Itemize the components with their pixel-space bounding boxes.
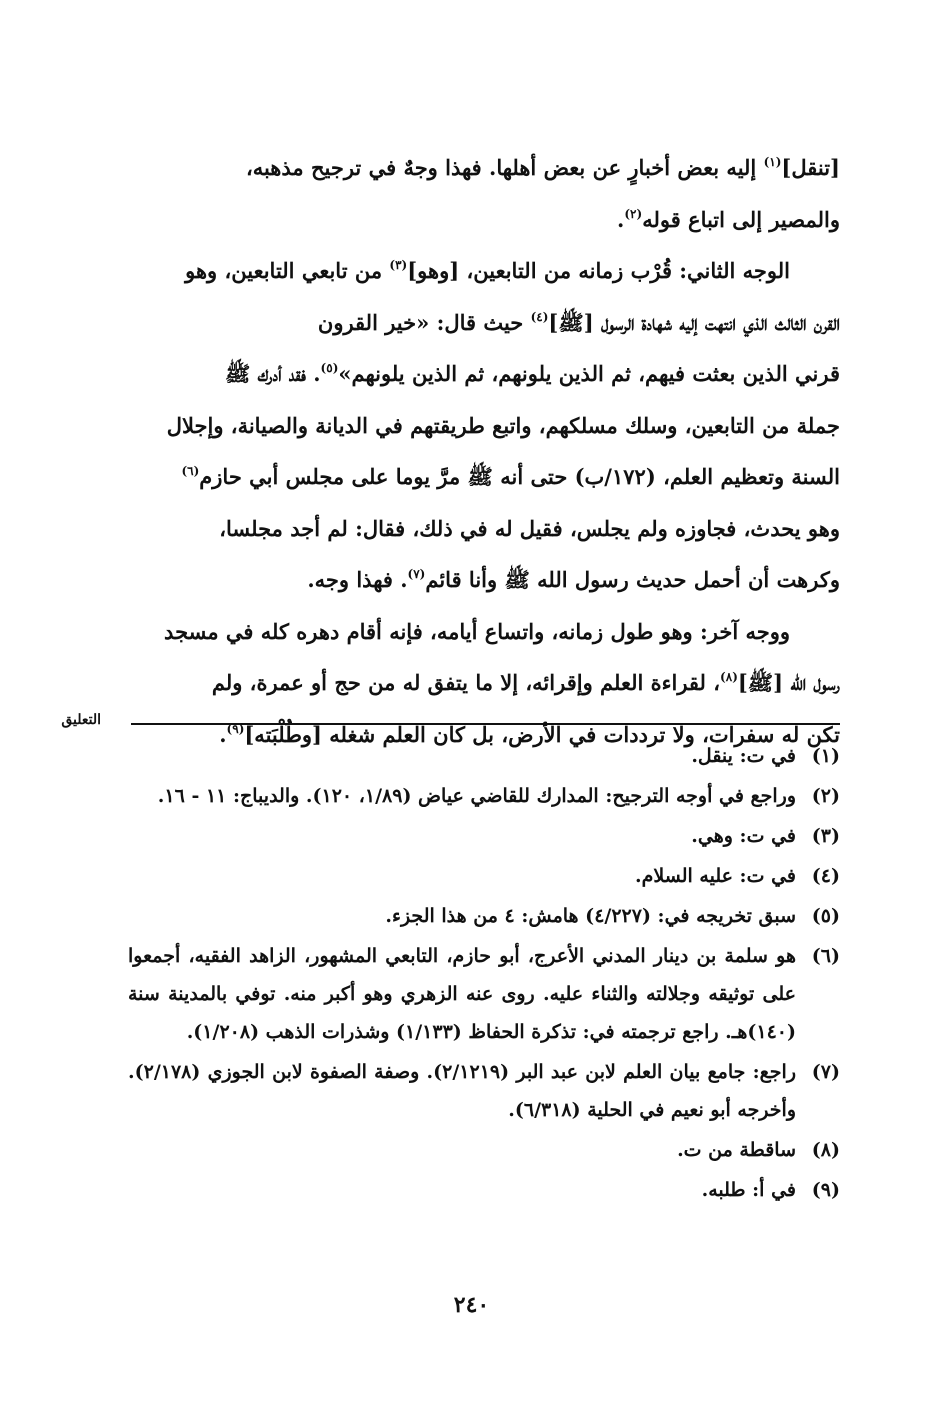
text-line: وكرهت أن أحمل حديث رسول الله ﷺ وأنا قائم$^{(٧)}$. فهذا وجه.: [307, 567, 840, 592]
text-line: وهو يحدث، فجاوزه ولم يجلس، فقيل له في ذلك، فقال: لم أجد مجلسا،: [219, 515, 840, 541]
footnote-text: في ت: وهي.: [691, 825, 796, 847]
footnote-item: [128, 937, 840, 1051]
footnote-text: راجع: جامع بيان العلم لابن عبد البر (٢/١٢١٩). وصفة الصفوة لابن الجوزي (٢/١٧٨). وأخرجه أبو نعيم في الحلية (٦/٣١٨).: [128, 1061, 796, 1121]
footnote-marker[interactable]: (٩): [226, 721, 245, 736]
footnote-number: (٤): [811, 865, 840, 887]
footnote-marker[interactable]: (٣): [389, 258, 408, 272]
footnote-marker[interactable]: (٦): [181, 464, 200, 478]
footnote-number: (٦): [811, 945, 840, 967]
text-line: رسول الله [ﷺ]$^{(٨)}$، لقراءة العلم وإقرائه، إلا ما يتفق له من حج أو عمرة، ولم: [211, 670, 840, 695]
footnote-number: (٧): [811, 1061, 840, 1083]
text-line: القرن الثالث الذي انتهت إليه شهادة الرسول [ﷺ]$^{(٤)}$ حيث قال: «خير القرون: [317, 309, 840, 335]
section-heading: الوجه الثاني:: [679, 258, 790, 283]
footnote-item: [128, 1131, 840, 1169]
footnote-marker[interactable]: (٤): [530, 309, 549, 324]
text-line: [تنقل]$^{(١)}$ إليه بعض أخبارٍ عن بعض أهلها. فهذا وجهٌ في ترجيح مذهبه،: [245, 155, 840, 180]
footnote-item: [128, 857, 840, 895]
footnote-item: [128, 1171, 840, 1209]
footnote-item: [128, 897, 840, 935]
footnote-number: (٨): [811, 1139, 840, 1161]
footnote-item: [128, 1053, 840, 1129]
text-line: السنة وتعظيم العلم، (١٧٢/ب) حتى أنه ﷺ مرَّ يوما على مجلس أبي حازم$^{(٦)}$: [181, 464, 840, 489]
footnote-item: [128, 737, 840, 775]
text-line: تكن له سفرات، ولا ترددات في الأرض، بل كان العلم شغله [وطُلْبَته]$^{(٩)}$.: [219, 721, 840, 747]
text-line: جملة من التابعين، وسلك مسلكهم، واتبع طريقتهم في الديانة والصيانة، وإجلال: [166, 412, 840, 438]
footnote-number: (٢): [811, 785, 840, 807]
footnote-marker[interactable]: (٢): [624, 206, 643, 221]
footnote-marker[interactable]: (٨): [720, 670, 738, 684]
footnote-number: (٥): [811, 905, 840, 927]
commentary-label: التعليق: [61, 712, 101, 728]
footnotes: [128, 737, 840, 1211]
footnote-number: (٣): [811, 825, 840, 847]
footnote-text: ساقطة من ت.: [677, 1139, 796, 1161]
footnote-text: سبق تخريجه في: (٤/٢٢٧) هامش: ٤ من هذا الجزء.: [385, 905, 796, 927]
text-line: قرني الذين بعثت فيهم، ثم الذين يلونهم، ثم الذين يلونهم»$^{(٥)}$. فقد أدرك ﷺ: [225, 361, 840, 386]
footnote-text: وراجع في أوجه الترجيح: المدارك للقاضي عياض (١/٨٩، ١٢٠). والديباج: ١١ - ١٦.: [157, 785, 796, 807]
footnote-text: في ت: ينقل.: [691, 745, 796, 767]
footnote-marker[interactable]: (١): [763, 155, 782, 169]
footnote-text: في أ: طلبه.: [701, 1179, 796, 1201]
footnote-marker[interactable]: (٥): [320, 361, 339, 375]
footnote-marker[interactable]: (٧): [407, 567, 426, 581]
text-line: الوجه الثاني: قُرْب زمانه من التابعين، [وهو]$^{(٣)}$ من تابعي التابعين، وهو: [185, 258, 790, 283]
main-text: [128, 142, 840, 760]
footnote-item: [128, 777, 840, 815]
text-line: ووجه آخر: وهو طول زمانه، واتساع أيامه، فإنه أقام دهره كله في مسجد: [164, 618, 790, 644]
page-number: ٢٤٠: [453, 1292, 490, 1318]
footnote-text: هو سلمة بن دينار المدني الأعرج، أبو حازم، التابعي المشهور، الزاهد الفقيه، أجمعوا على توثيقه وجلالته والثناء عليه. روى عنه الزهري وهو أكبر منه. توفي بالمدينة سنة (١٤٠)هـ. راجع ترجمته في: تذكرة الحفاظ (١/١٣٣) وشذرات الذهب (١/٢٠٨).: [128, 945, 796, 1043]
footnote-number: (٩): [811, 1179, 840, 1201]
text-line: والمصير إلى اتباع قوله$^{(٢)}$.: [617, 206, 840, 232]
footnote-divider: [131, 723, 840, 725]
footnote-item: [128, 817, 840, 855]
footnote-text: في ت: عليه السلام.: [635, 865, 796, 887]
footnote-number: (١): [811, 745, 840, 767]
